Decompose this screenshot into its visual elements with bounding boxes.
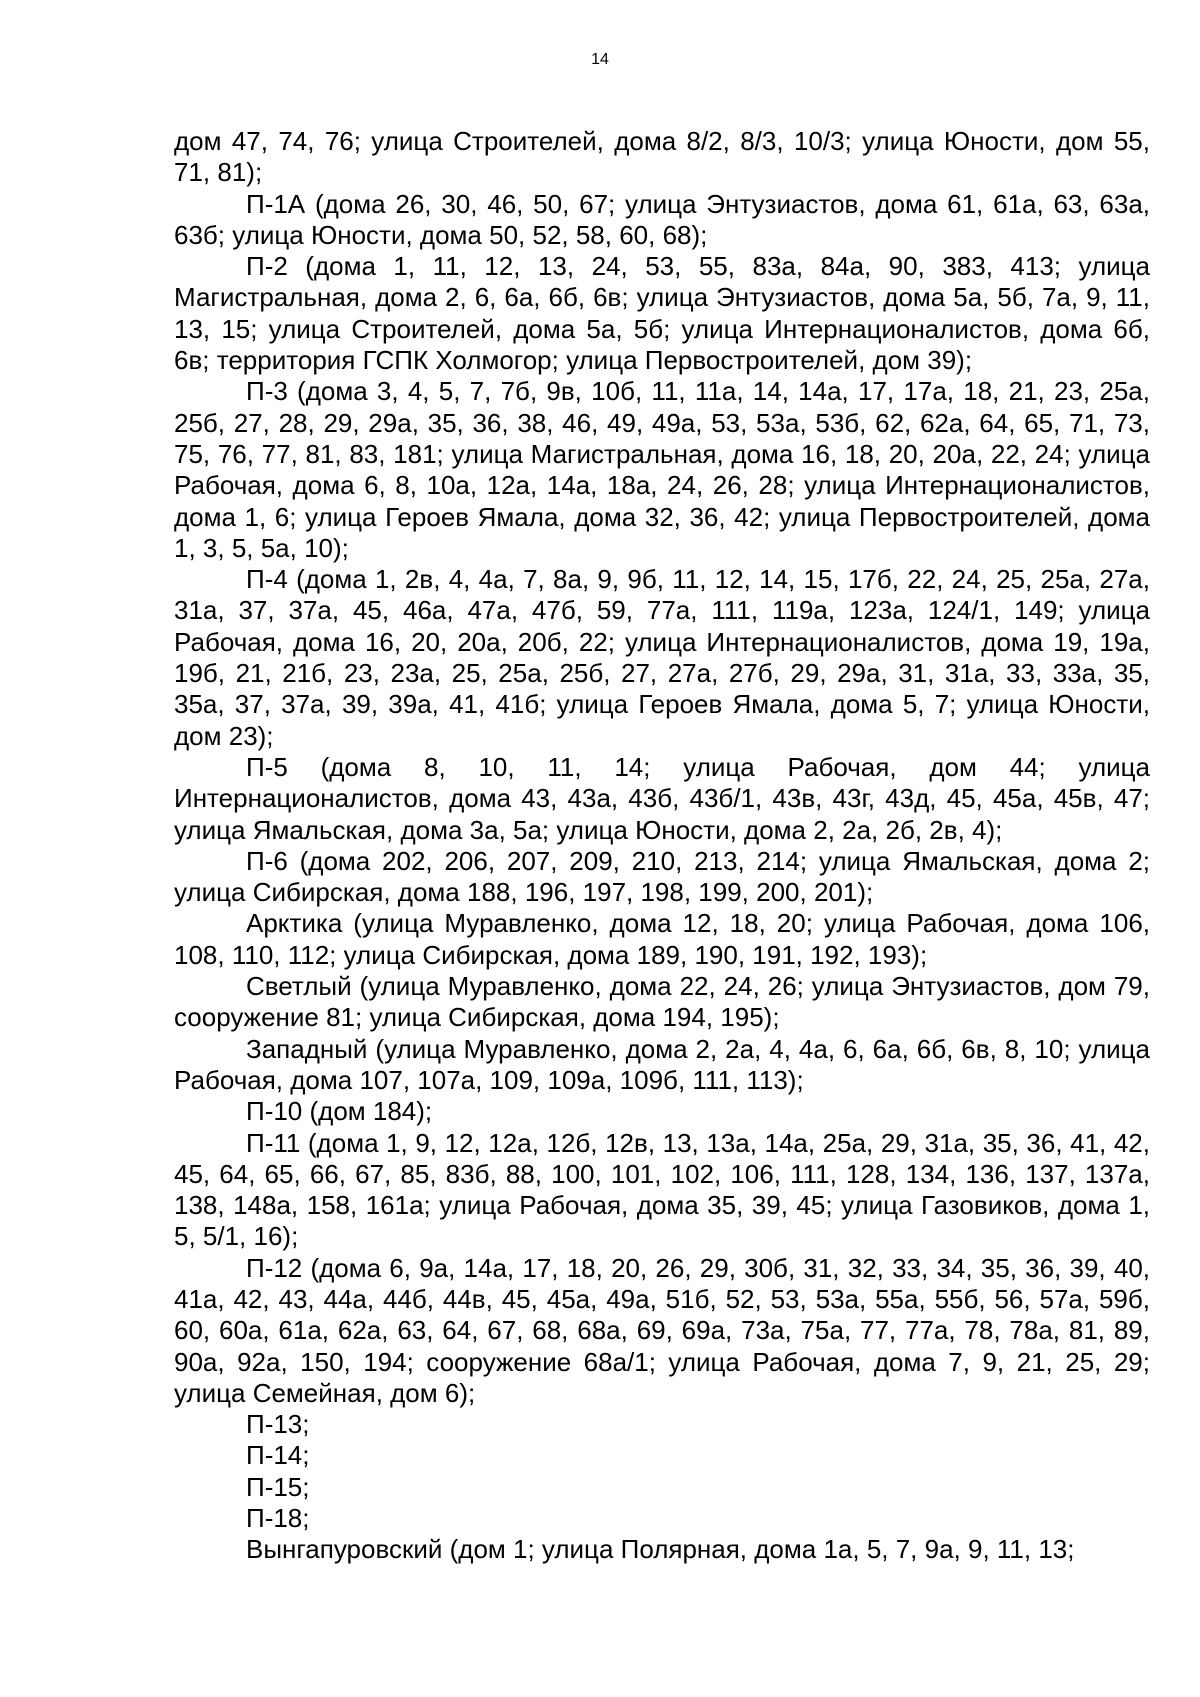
paragraph: П-18; [246,1503,310,1534]
paragraph: П-15; [246,1471,310,1502]
paragraph: П-6 (дома 202, 206, 207, 209, 210, 213, 214; улица Ямальская, дома 2; улица Сибирская, дома 188, 196, 197, 198, 199, 200, 201); [174,845,1150,908]
paragraph: П-3 (дома 3, 4, 5, 7, 7б, 9в, 10б, 11, 11а, 14, 14а, 17, 17а, 18, 21, 23, 25а, 25б, 27, 28, 29, 29а, 35, 36, 38, 46, 49, 49а, 53, 53а, 53б, 62, 62а, 64, 65, 71, 73, 75, 76, 77, 81, 83, 181; улица Магистральная, дома 16, 18, 20, 20а, 22, 24; улица Рабочая, дома 6, 8, 10а, 12а, 14а, 18а, 24, 26, 28; улица Интернационалистов, дома 1, 6; улица Героев Ямала, дома 32, 36, 42; улица Первостроителей, дома 1, 3, 5, 5а, 10); [174,376,1150,563]
paragraph: П-12 (дома 6, 9а, 14а, 17, 18, 20, 26, 29, 30б, 31, 32, 33, 34, 35, 36, 39, 40, 41а, 42, 43, 44а, 44б, 44в, 45, 45а, 49а, 51б, 52, 53, 53а, 55а, 55б, 56, 57а, 59б, 60, 60а, 61а, 62а, 63, 64, 67, 68, 68а, 69, 69а, 73а, 75а, 77, 77а, 78, 78а, 81, 89, 90а, 92а, 150, 194; сооружение 68а/1; улица Рабочая, дома 7, 9, 21, 25, 29; улица Семейная, дом 6); [174,1252,1150,1408]
paragraph: П-13; [246,1409,310,1440]
paragraph: Вынгапуровский (дом 1; улица Полярная, дома 1а, 5, 7, 9а, 9, 11, 13; [246,1534,1075,1565]
body-text [174,126,1150,1566]
paragraph: П-11 (дома 1, 9, 12, 12а, 12б, 12в, 13, 13а, 14а, 25а, 29, 31а, 35, 36, 41, 42, 45, 64, 65, 66, 67, 85, 83б, 88, 100, 101, 102, 106, 111, 128, 134, 136, 137, 137а, 138, 148а, 158, 161а; улица Рабочая, дома 35, 39, 45; улица Газовиков, дома 1, 5, 5/1, 16); [174,1127,1150,1252]
paragraph: П-5 (дома 8, 10, 11, 14; улица Рабочая, дом 44; улица Интернационалистов, дома 43, 43а, 43б, 43б/1, 43в, 43г, 43д, 45, 45а, 45в, 47; улица Ямальская, дома 3а, 5а; улица Юности, дома 2, 2а, 2б, 2в, 4); [174,751,1150,845]
paragraph: П-14; [246,1440,310,1471]
paragraph: Западный (улица Муравленко, дома 2, 2а, 4, 4а, 6, 6а, 6б, 6в, 8, 10; улица Рабочая, дома 107, 107а, 109, 109а, 109б, 111, 113); [174,1033,1150,1095]
paragraph: Арктика (улица Муравленко, дома 12, 18, 20; улица Рабочая, дома 106, 108, 110, 112; улица Сибирская, дома 189, 190, 191, 192, 193); [174,908,1150,970]
paragraph: П-1А (дома 26, 30, 46, 50, 67; улица Энтузиастов, дома 61, 61а, 63, 63а, 63б; улица Юности, дома 50, 52, 58, 60, 68); [174,188,1150,250]
paragraph: П-4 (дома 1, 2в, 4, 4а, 7, 8а, 9, 9б, 11, 12, 14, 15, 17б, 22, 24, 25, 25а, 27а, 31а, 37, 37а, 45, 46а, 47а, 47б, 59, 77а, 111, 119а, 123а, 124/1, 149; улица Рабочая, дома 16, 20, 20а, 20б, 22; улица Интернационалистов, дома 19, 19а, 19б, 21, 21б, 23, 23а, 25, 25а, 25б, 27, 27а, 27б, 29, 29а, 31, 31а, 33, 33а, 35, 35а, 37, 37а, 39, 39а, 41, 41б; улица Героев Ямала, дома 5, 7; улица Юности, дом 23); [174,564,1150,751]
paragraph: П-10 (дом 184); [246,1096,433,1127]
paragraph: Светлый (улица Муравленко, дома 22, 24, 26; улица Энтузиастов, дом 79, сооружение 81; улица Сибирская, дома 194, 195); [174,971,1150,1033]
page-number: 14 [591,51,609,68]
paragraph: дом 47, 74, 76; улица Строителей, дома 8/2, 8/3, 10/3; улица Юности, дом 55, 71, 81); [174,126,1150,188]
paragraph: П-2 (дома 1, 11, 12, 13, 24, 53, 55, 83а, 84а, 90, 383, 413; улица Магистральная, дома 2, 6, 6а, 6б, 6в; улица Энтузиастов, дома 5а, 5б, 7а, 9, 11, 13, 15; улица Строителей, дома 5а, 5б; улица Интернационалистов, дома 6б, 6в; территория ГСПК Холмогор; улица Первостроителей, дом 39); [174,251,1150,376]
